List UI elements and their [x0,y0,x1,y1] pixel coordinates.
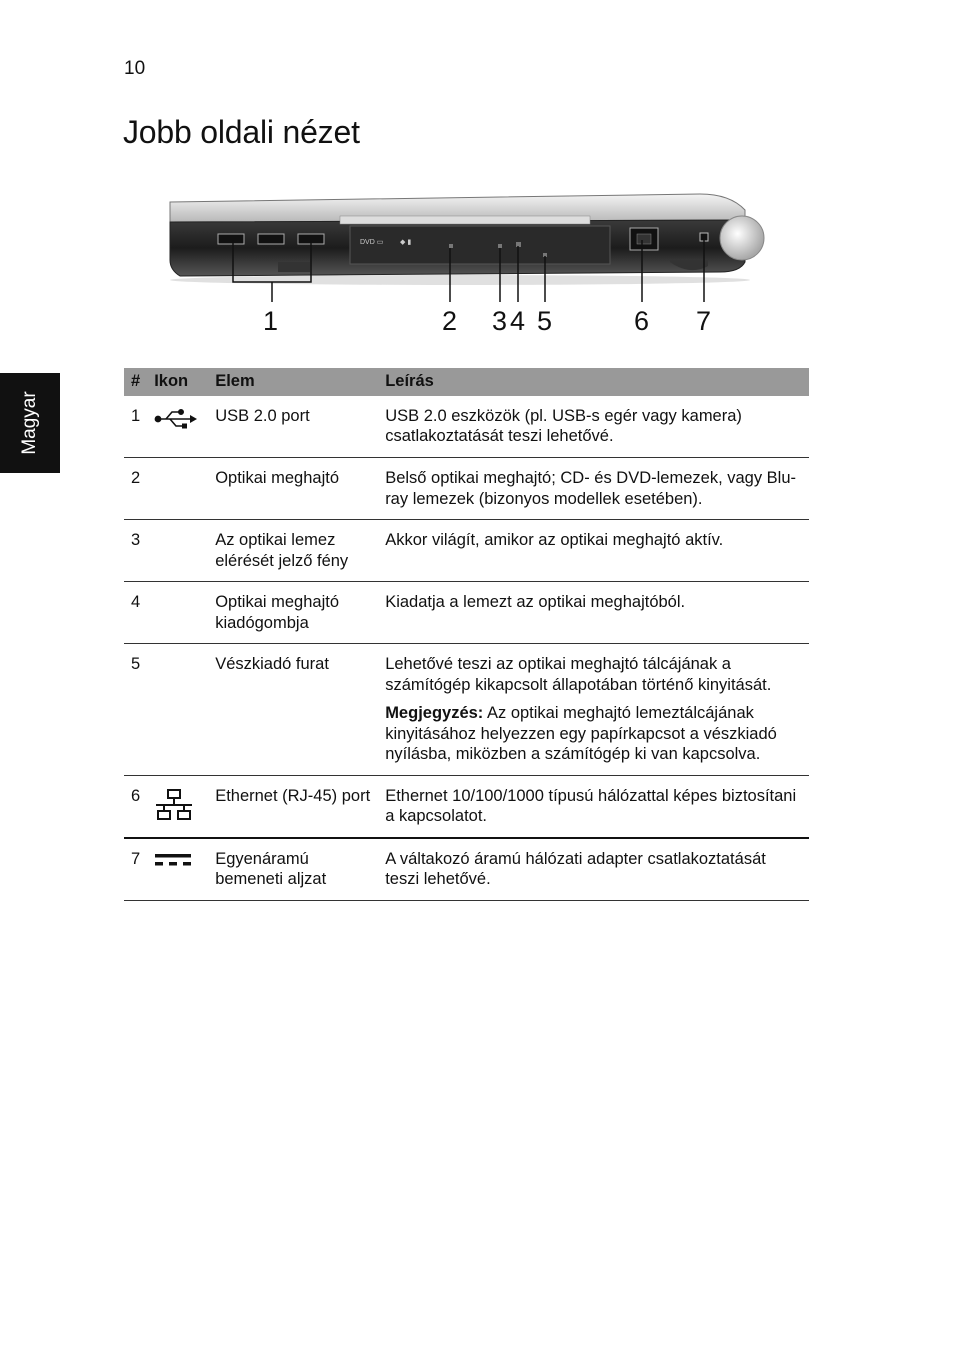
dc-in-jack [700,233,708,241]
drive-led [498,244,502,248]
row-desc: Lehetővé teszi az optikai meghajtó tálcájának a számítógép kikapcsolt állapotában történő kinyitását. [385,655,772,694]
row-item: Egyenáramú bemeneti aljzat [208,838,378,901]
row-icon-empty [147,458,208,520]
callout-3: 3 [492,306,508,336]
header-num: # [124,368,147,396]
row-item: USB 2.0 port [208,396,378,458]
header-icon: Ikon [147,368,208,396]
row-item: Az optikai lemez elérését jelző fény [208,520,378,582]
table-row [124,520,809,582]
laptop-right-side-illustration [160,180,780,350]
table-row [124,644,809,776]
callout-1: 1 [263,306,279,336]
row-num: 7 [124,838,147,901]
header-desc: Leírás [378,368,809,396]
page-title: Jobb oldali nézet [123,114,360,150]
callout-2: 2 [442,306,458,336]
hinge-cylinder [720,216,764,260]
row-num: 5 [124,644,147,776]
note-label: Megjegyzés: [385,704,484,722]
row-desc: Belső optikai meghajtó; CD- és DVD-lemezek, vagy Blu-ray lemezek (bizonyos modellek esetében). [378,458,809,520]
callout-4: 4 [510,306,526,336]
components-table [124,368,809,901]
ethernet-icon [154,788,194,822]
page-number: 10 [124,58,146,79]
callout-5: 5 [537,306,553,336]
language-side-tab [0,373,60,473]
row-desc: Akkor világít, amikor az optikai meghajtó aktív. [378,520,809,582]
row-num: 4 [124,582,147,644]
row-num: 6 [124,775,147,838]
table-header-row [124,368,809,396]
row-item: Optikai meghajtó [208,458,378,520]
table-row [124,838,809,901]
side-tab-label: Magyar [19,391,40,455]
table-row [124,775,809,838]
row-num: 3 [124,520,147,582]
optical-drive-slot [350,226,610,264]
usb-port-1 [218,234,244,244]
row-note [385,703,802,765]
note-text: Az optikai meghajtó lemeztálcájának kinyitásához helyezzen egy papírkapcsot a vészkiadó nyílásba, miközben a számítógép ki van kapcsolva. [385,704,777,763]
svg-text:◆ ▮: ◆ ▮ [400,239,412,246]
row-desc: Kiadatja a lemezt az optikai meghajtóból. [378,582,809,644]
row-icon-empty [147,582,208,644]
drive-activity-led [449,244,453,248]
usb-icon [154,408,198,430]
row-desc: Ethernet 10/100/1000 típusú hálózattal képes biztosítani a kapcsolatot. [378,775,809,838]
row-item: Vészkiadó furat [208,644,378,776]
callout-6: 6 [634,306,650,336]
dc-in-icon [154,851,192,869]
table-row [124,458,809,520]
table-row [124,582,809,644]
row-icon-empty [147,644,208,776]
table-row [124,396,809,458]
row-desc: USB 2.0 eszközök (pl. USB-s egér vagy kamera) csatlakoztatását teszi lehetővé. [378,396,809,458]
row-item: Optikai meghajtó kiadógombja [208,582,378,644]
usb-port-2 [258,234,284,244]
row-item: Ethernet (RJ-45) port [208,775,378,838]
row-num: 1 [124,396,147,458]
header-item: Elem [208,368,378,396]
row-num: 2 [124,458,147,520]
callout-7: 7 [696,306,712,336]
row-icon-empty [147,520,208,582]
svg-text:DVD ▭: DVD ▭ [360,239,384,246]
row-desc: A váltakozó áramú hálózati adapter csatlakoztatását teszi lehetővé. [378,838,809,901]
